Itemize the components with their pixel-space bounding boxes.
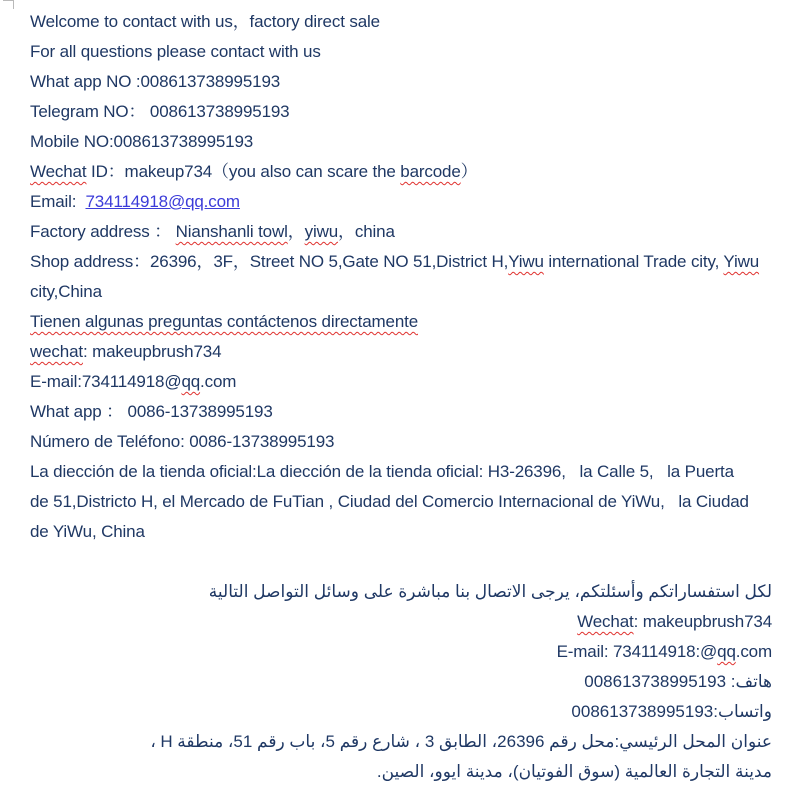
document-body (0, 7, 800, 787)
text-segment: de YiWu, China (30, 522, 145, 541)
spanish-address-line-2 (30, 487, 772, 517)
text-segment: Telegram NO： 008613738995193 (30, 102, 290, 121)
email-line (30, 187, 772, 217)
text-segment: هاتف: 008613738995193 (584, 672, 772, 691)
misspelled-word: Yiwu (508, 252, 544, 271)
text-segment: What app ： 0086-13738995193 (30, 402, 273, 421)
misspelled-word: Wechat (30, 162, 87, 181)
text-segment: Número de Teléfono: 0086-13738995193 (30, 432, 335, 451)
questions-line (30, 37, 772, 67)
blank-line (30, 547, 772, 577)
text-segment: international Trade city, (543, 252, 724, 271)
text-segment: ） (460, 162, 478, 181)
spanish-intro-line (30, 307, 772, 337)
text-segment: E-mail:734114918@ (30, 372, 182, 391)
misspelled-word: wechat (30, 342, 83, 361)
text-segment: ID：makeup734（you also can scare the (86, 162, 401, 181)
text-segment: de 51,Districto H, el Mercado de FuTian , Ciudad del Comercio Internacional de YiWu, la Ciudad (30, 492, 749, 511)
misspelled-word: yiwu (304, 222, 339, 241)
spanish-address-line-1 (30, 457, 772, 487)
shop-address-line-1 (30, 247, 772, 277)
text-segment: .com (200, 372, 237, 391)
factory-address-line (30, 217, 772, 247)
text-segment: واتساب:008613738995193 (571, 702, 772, 721)
shop-address-line-2 (30, 277, 772, 307)
spanish-email-line (30, 367, 772, 397)
text-segment: Email: (30, 192, 86, 211)
wechat-id-line (30, 157, 772, 187)
telegram-number-line (30, 97, 772, 127)
text-segment: For all questions please contact with us (30, 42, 321, 61)
arabic-address-line-2 (30, 757, 772, 787)
text-segment: مدينة التجارة العالمية (سوق الفوتيان)، مدينة ايوو، الصين. (376, 762, 772, 781)
text-segment: : makeupbrush734 (633, 612, 772, 631)
email-link[interactable]: 734114918@qq.com (85, 192, 240, 211)
arabic-intro-line (30, 577, 772, 607)
spanish-wechat-line (30, 337, 772, 367)
spanish-address-line-3 (30, 517, 772, 547)
misspelled-word: barcode (400, 162, 461, 181)
misspelled-word: Yiwu (723, 252, 760, 271)
text-segment: Mobile NO:008613738995193 (30, 132, 254, 151)
text-segment: ， (287, 222, 305, 241)
text-segment: What app NO :008613738995193 (30, 72, 281, 91)
misspelled-word: Nianshanli towl (175, 222, 288, 241)
misspelled-word: qq (717, 642, 736, 661)
text-segment: Factory address ： (30, 222, 176, 241)
text-segment: : makeupbrush734 (82, 342, 222, 361)
text-segment: city,China (30, 282, 102, 301)
text-segment: ，china (338, 222, 395, 241)
whatsapp-number-line (30, 67, 772, 97)
text-segment: E-mail: 734114918:@ (556, 642, 718, 661)
arabic-email-line (30, 637, 772, 667)
text-segment: عنوان المحل الرئيسي:محل رقم 26396، الطابق 3 ، شارع رقم 5، باب رقم 51، منطقة H ، (150, 732, 772, 751)
misspelled-word: qq (181, 372, 201, 391)
text-segment: لكل استفساراتكم وأسئلتكم، يرجى الاتصال بنا مباشرة على وسائل التواصل التالية (208, 582, 772, 601)
spanish-phone-line (30, 427, 772, 457)
spanish-whatsapp-line (30, 397, 772, 427)
text-segment: Welcome to contact with us，factory direct sale (30, 12, 380, 31)
arabic-whatsapp-line (30, 697, 772, 727)
text-segment: La diección de la tienda oficial:La diección de la tienda oficial: H3-26396, la Calle 5, la Puerta (30, 462, 734, 481)
text-segment: Shop address：26396，3F，Street NO 5,Gate NO 51,District H, (30, 252, 509, 271)
arabic-phone-line (30, 667, 772, 697)
arabic-wechat-line (30, 607, 772, 637)
misspelled-word: Tienen algunas preguntas contáctenos directamente (30, 312, 418, 331)
arabic-address-line-1 (30, 727, 772, 757)
text-segment: .com (735, 642, 772, 661)
mobile-number-line (30, 127, 772, 157)
welcome-line (30, 7, 772, 37)
misspelled-word: Wechat (577, 612, 634, 631)
